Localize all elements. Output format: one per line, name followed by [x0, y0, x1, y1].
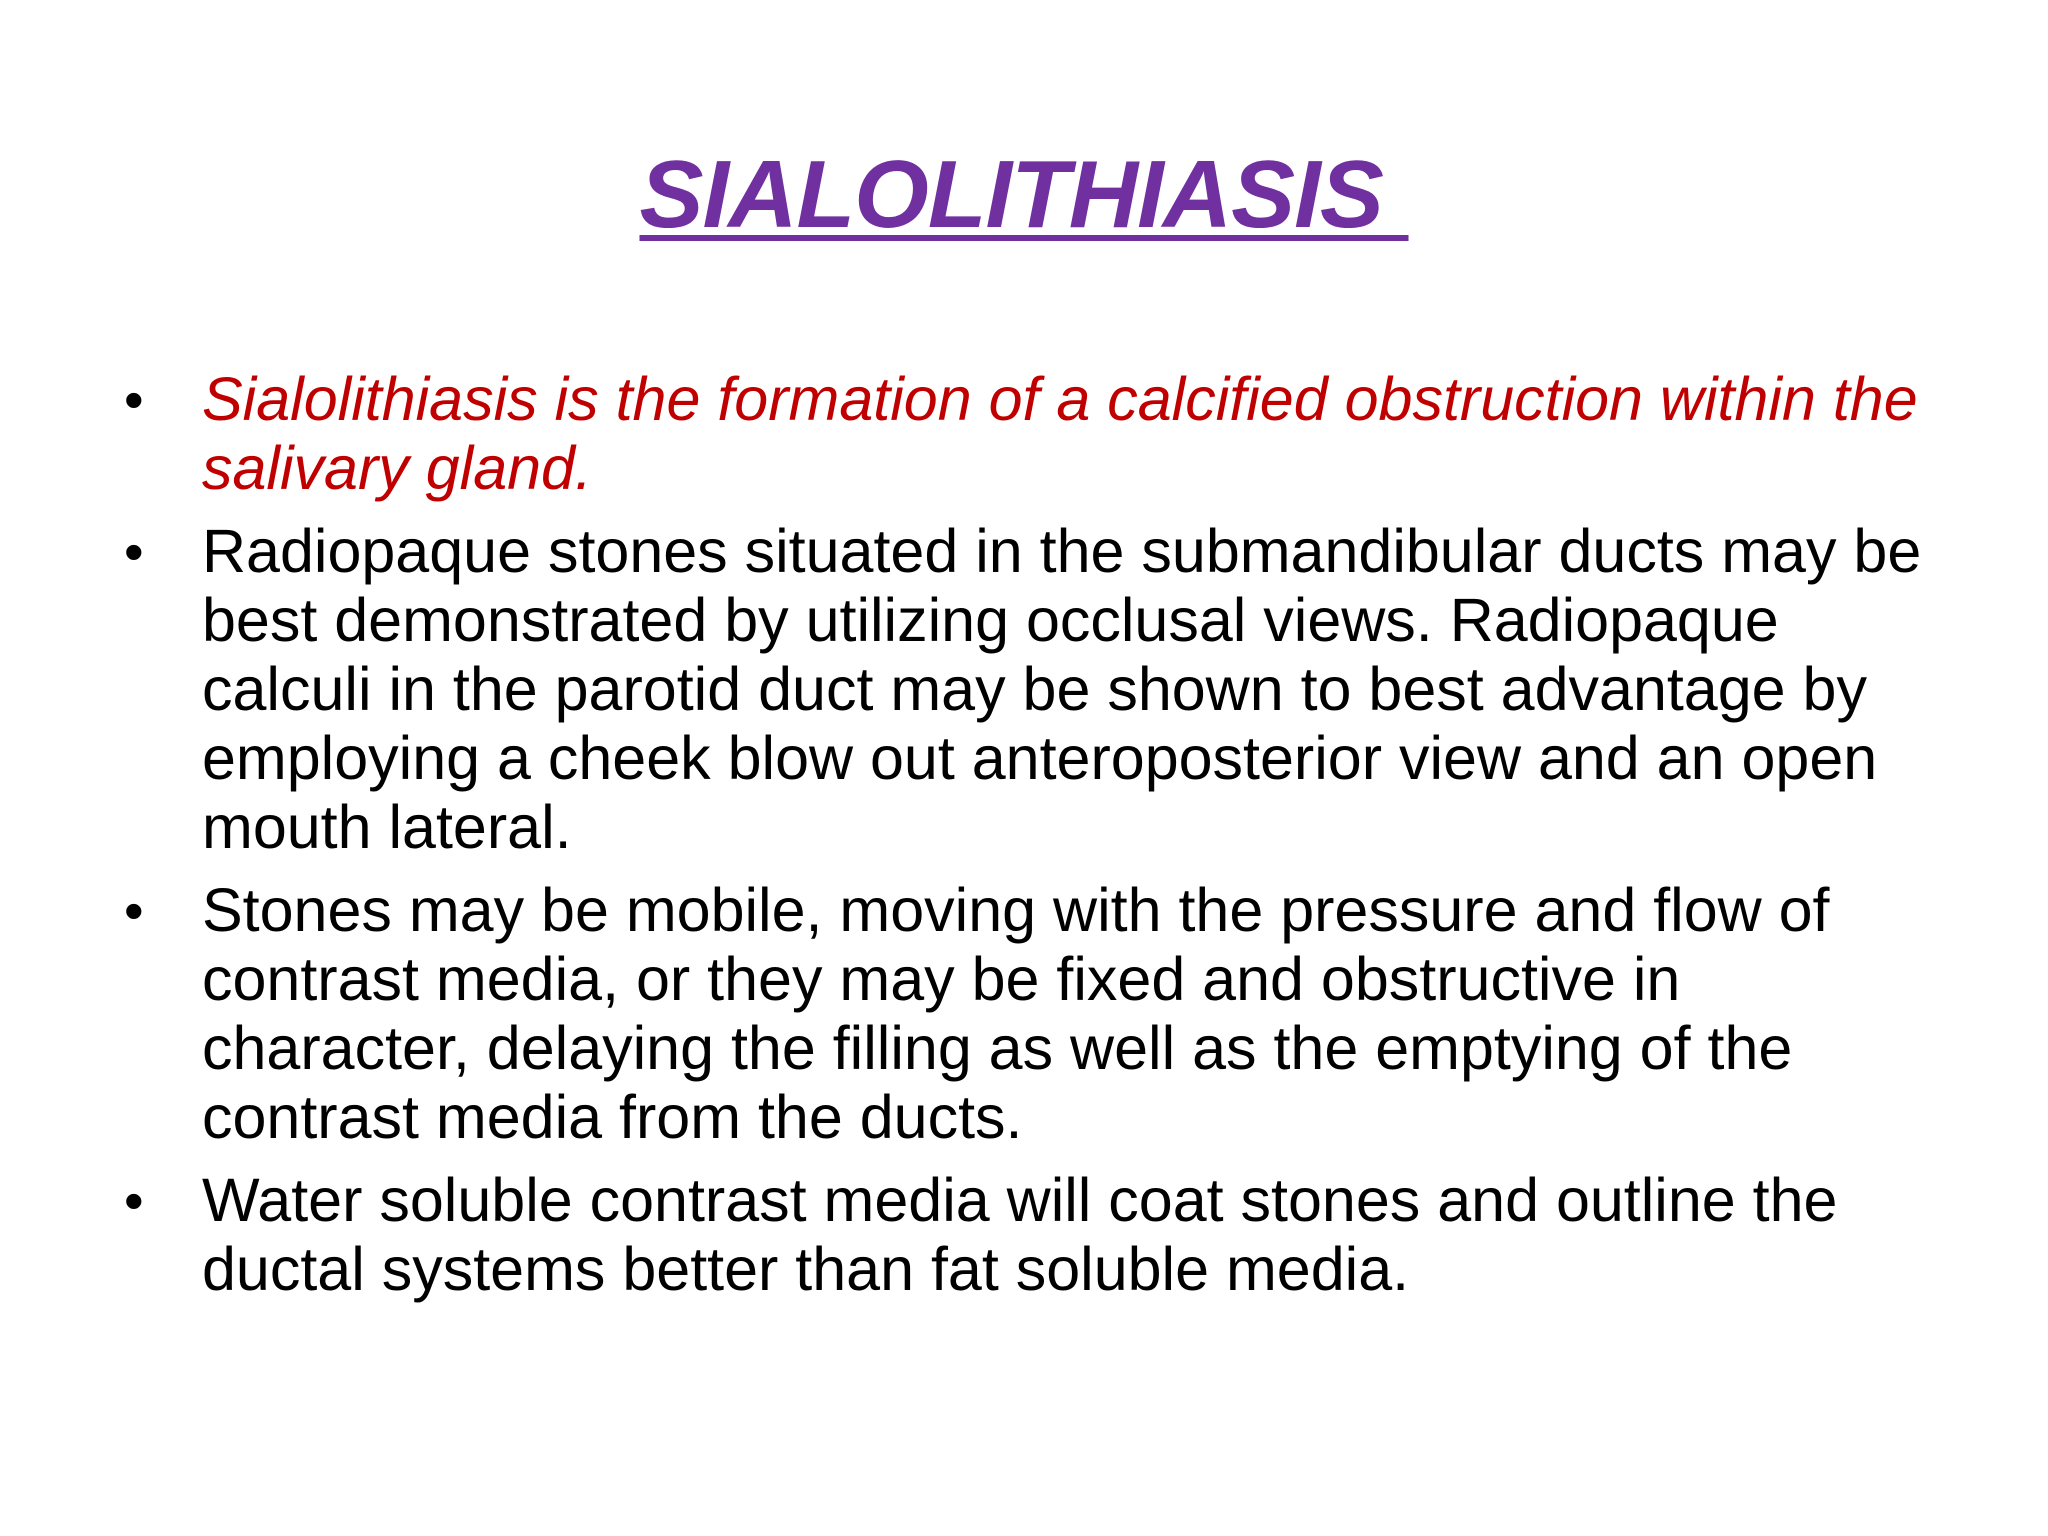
bullet-text: Sialolithiasis is the formation of a calcified obstruction within the salivary gland.	[202, 365, 1918, 502]
bullet-text: Stones may be mobile, moving with the pressure and flow of contrast media, or they may be fixed and obstructive in character, delaying the filling as well as the emptying of the contrast media from the ducts.	[202, 876, 1830, 1151]
bullet-item-mobile-stones	[120, 876, 1950, 1152]
bullet-marker: •	[124, 368, 144, 431]
bullet-item-contrast-media	[120, 1166, 1950, 1304]
bullet-list	[120, 365, 1950, 1318]
bullet-item-definition	[120, 365, 1950, 503]
slide-title-text: SIALOLITHIASIS	[639, 141, 1409, 248]
slide-title	[0, 140, 2048, 250]
bullet-marker: •	[124, 520, 144, 583]
bullet-text: Radiopaque stones situated in the submandibular ducts may be best demonstrated by utilizing occlusal views. Radiopaque calculi in the parotid duct may be shown to best advantage by employing a cheek blow out anteroposterior view and an open mouth lateral.	[202, 517, 1922, 861]
bullet-text: Water soluble contrast media will coat stones and outline the ductal systems better than fat soluble media.	[202, 1166, 1838, 1303]
bullet-item-radiopaque-stones	[120, 517, 1950, 862]
bullet-marker: •	[124, 879, 144, 942]
bullet-marker: •	[124, 1169, 144, 1232]
